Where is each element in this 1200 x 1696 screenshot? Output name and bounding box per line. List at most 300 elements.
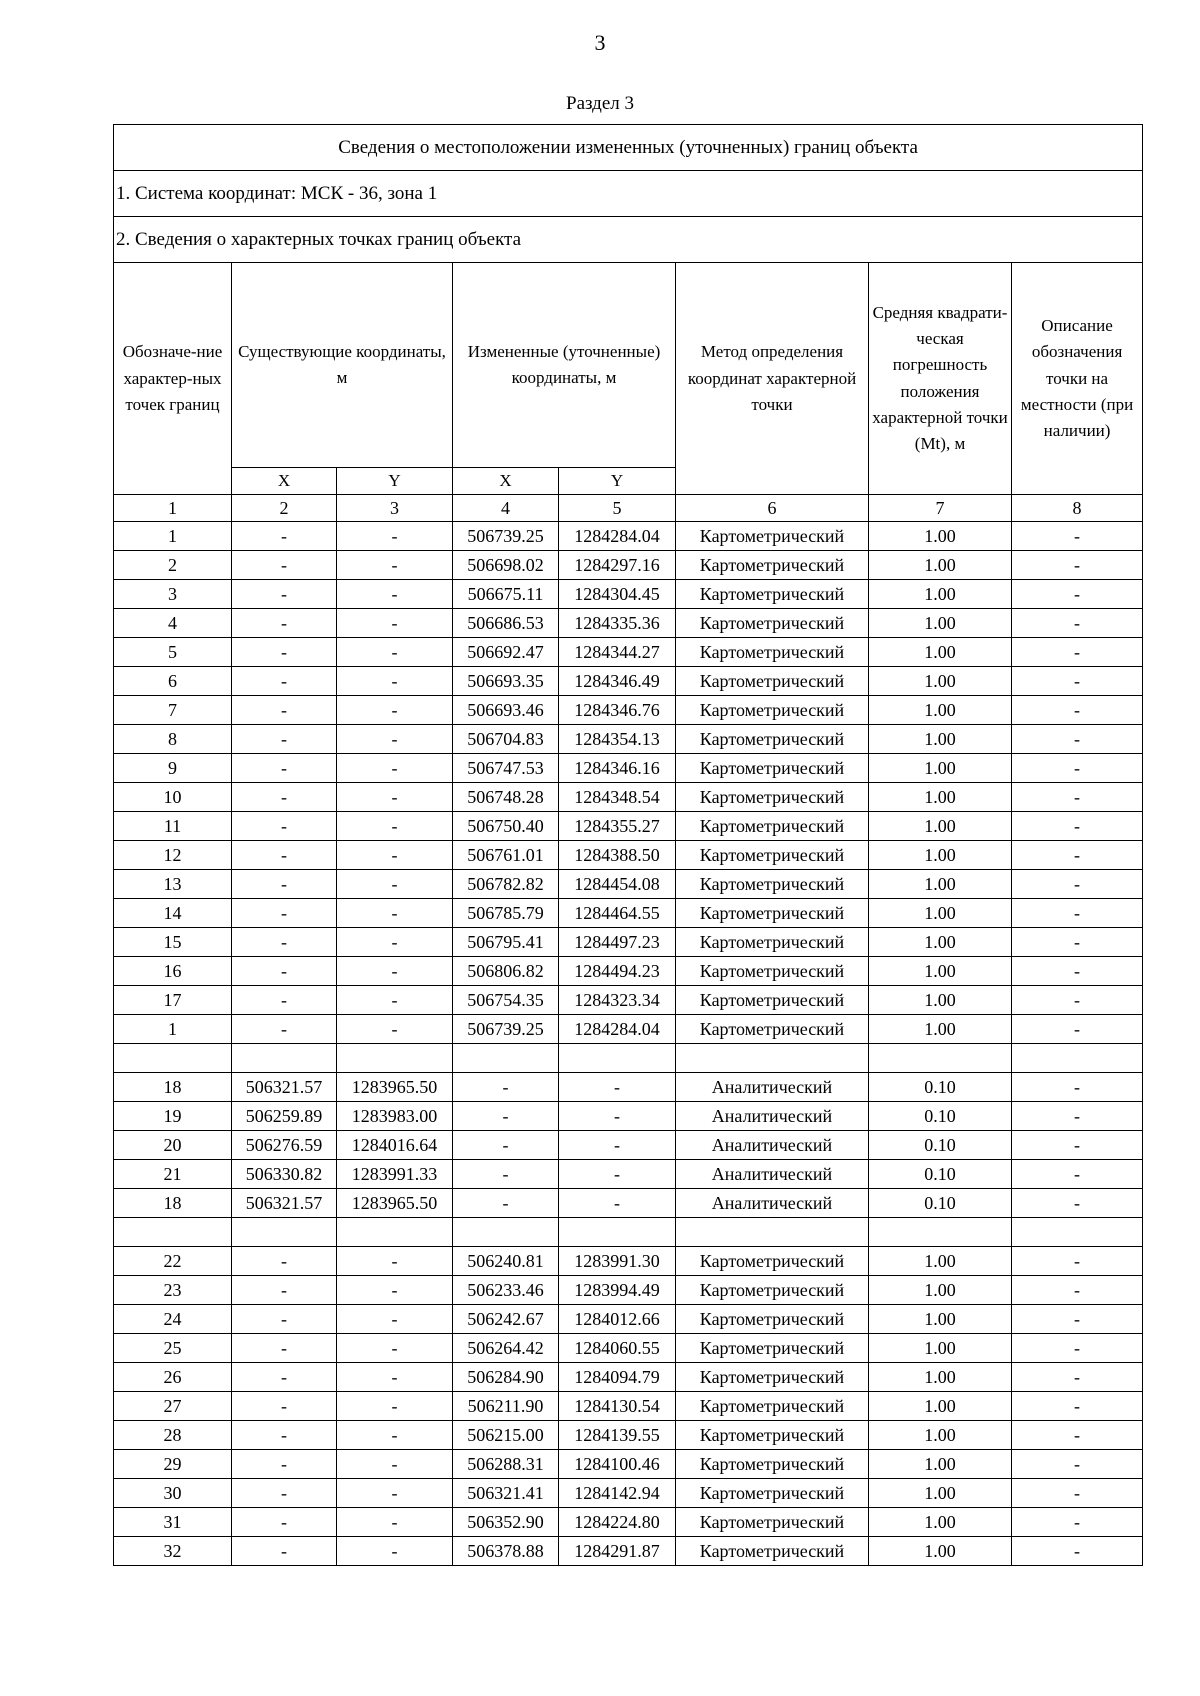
cell-changed-x: 506264.42	[453, 1334, 559, 1363]
cell-existing-y: 1283965.50	[337, 1073, 453, 1102]
cell-method: Картометрический	[676, 1537, 869, 1566]
cell-error: 1.00	[869, 638, 1012, 667]
cell-changed-x: 506284.90	[453, 1363, 559, 1392]
cell-changed-y: 1284139.55	[559, 1421, 676, 1450]
cell-point-number: 8	[114, 725, 232, 754]
header-designation: Обозначе-ние характер-ных точек границ	[114, 263, 232, 495]
cell-existing-x: -	[232, 1334, 337, 1363]
cell-description: -	[1012, 1450, 1143, 1479]
cell-existing-y: -	[337, 1276, 453, 1305]
cell-changed-y: -	[559, 1189, 676, 1218]
cell-existing-y: -	[337, 551, 453, 580]
cell-existing-y: -	[337, 1305, 453, 1334]
cell-method: Картометрический	[676, 812, 869, 841]
cell-existing-y: -	[337, 783, 453, 812]
cell-changed-y: 1284348.54	[559, 783, 676, 812]
cell-method: Картометрический	[676, 1276, 869, 1305]
header-existing-coordinates: Существующие координаты, м	[232, 263, 453, 468]
cell-changed-y: 1284335.36	[559, 609, 676, 638]
cell-method: Картометрический	[676, 580, 869, 609]
cell-error: 0.10	[869, 1160, 1012, 1189]
table-row	[114, 1160, 1143, 1189]
cell-description: -	[1012, 841, 1143, 870]
cell-existing-x: -	[232, 696, 337, 725]
table-row	[114, 783, 1143, 812]
cell-changed-x: 506739.25	[453, 522, 559, 551]
cell-existing-y: -	[337, 841, 453, 870]
cell-point-number: 30	[114, 1479, 232, 1508]
cell-changed-y: 1284284.04	[559, 1015, 676, 1044]
cell-error: 1.00	[869, 1392, 1012, 1421]
cell-changed-x: 506693.35	[453, 667, 559, 696]
cell-description: -	[1012, 1334, 1143, 1363]
cell-changed-x: 506692.47	[453, 638, 559, 667]
coordinate-system: 1. Система координат: МСК - 36, зона 1	[114, 171, 1143, 217]
cell-point-number: 18	[114, 1189, 232, 1218]
cell-method: Картометрический	[676, 870, 869, 899]
cell-changed-x: 506698.02	[453, 551, 559, 580]
cell-error: 1.00	[869, 783, 1012, 812]
cell-method: Картометрический	[676, 638, 869, 667]
cell-description: -	[1012, 1131, 1143, 1160]
cell-method: Картометрический	[676, 522, 869, 551]
cell-description: -	[1012, 1189, 1143, 1218]
cell-method: Аналитический	[676, 1131, 869, 1160]
cell-description: -	[1012, 783, 1143, 812]
cell-changed-y: 1283994.49	[559, 1276, 676, 1305]
cell-error: 1.00	[869, 870, 1012, 899]
cell-point-number: 6	[114, 667, 232, 696]
cell-existing-y: -	[337, 609, 453, 638]
cell-point-number: 14	[114, 899, 232, 928]
cell-description: -	[1012, 957, 1143, 986]
cell-method: Аналитический	[676, 1073, 869, 1102]
cell-error: 1.00	[869, 609, 1012, 638]
cell-existing-y: -	[337, 725, 453, 754]
cell-error: 1.00	[869, 667, 1012, 696]
cell-method: Картометрический	[676, 986, 869, 1015]
cell-method: Картометрический	[676, 957, 869, 986]
cell-existing-x: -	[232, 986, 337, 1015]
cell-existing-y: 1283965.50	[337, 1189, 453, 1218]
cell-existing-x: 506321.57	[232, 1189, 337, 1218]
cell-description: -	[1012, 1160, 1143, 1189]
cell-error: 1.00	[869, 551, 1012, 580]
cell-description: -	[1012, 1102, 1143, 1131]
cell-changed-x: 506782.82	[453, 870, 559, 899]
table-row	[114, 1508, 1143, 1537]
table-row	[114, 1334, 1143, 1363]
cell-method: Картометрический	[676, 609, 869, 638]
column-number: 6	[676, 495, 869, 522]
table-row	[114, 1102, 1143, 1131]
section-title: Раздел 3	[566, 93, 634, 114]
cell-method: Картометрический	[676, 696, 869, 725]
cell-method: Картометрический	[676, 551, 869, 580]
cell-error: 1.00	[869, 1508, 1012, 1537]
table-title: Сведения о местоположении измененных (уточненных) границ объекта	[114, 125, 1143, 171]
cell-existing-y: -	[337, 1537, 453, 1566]
table-row	[114, 1450, 1143, 1479]
cell-point-number: 10	[114, 783, 232, 812]
cell-existing-y: -	[337, 928, 453, 957]
header-description: Описание обозначения точки на местности (при наличии)	[1012, 263, 1143, 495]
cell-existing-x: -	[232, 870, 337, 899]
cell-description: -	[1012, 609, 1143, 638]
header-changed-y: Y	[559, 468, 676, 495]
cell-point-number: 26	[114, 1363, 232, 1392]
cell-method: Картометрический	[676, 1015, 869, 1044]
table-row	[114, 609, 1143, 638]
cell-existing-x: -	[232, 1276, 337, 1305]
cell-existing-y: -	[337, 580, 453, 609]
table-row	[114, 1479, 1143, 1508]
cell-changed-y: 1284291.87	[559, 1537, 676, 1566]
cell-existing-y: -	[337, 870, 453, 899]
table-row	[114, 551, 1143, 580]
cell-error: 1.00	[869, 928, 1012, 957]
cell-existing-x: -	[232, 899, 337, 928]
cell-description: -	[1012, 522, 1143, 551]
table-row	[114, 1247, 1143, 1276]
cell-existing-x: -	[232, 1421, 337, 1450]
cell-changed-y: 1283991.30	[559, 1247, 676, 1276]
cell-existing-y	[337, 1218, 453, 1247]
cell-existing-x: -	[232, 609, 337, 638]
cell-error: 1.00	[869, 841, 1012, 870]
header-method: Метод определения координат характерной точки	[676, 263, 869, 495]
table-row	[114, 1189, 1143, 1218]
cell-changed-y: 1284060.55	[559, 1334, 676, 1363]
column-number: 7	[869, 495, 1012, 522]
table-row	[114, 986, 1143, 1015]
cell-existing-x: -	[232, 1363, 337, 1392]
cell-existing-x: -	[232, 667, 337, 696]
cell-existing-x: -	[232, 1247, 337, 1276]
cell-changed-x: 506750.40	[453, 812, 559, 841]
cell-point-number: 5	[114, 638, 232, 667]
cell-changed-y: -	[559, 1131, 676, 1160]
cell-method: Картометрический	[676, 1334, 869, 1363]
cell-method: Картометрический	[676, 1392, 869, 1421]
table-row-separator	[114, 1044, 1143, 1073]
cell-changed-x: 506240.81	[453, 1247, 559, 1276]
cell-existing-x: -	[232, 841, 337, 870]
table-row	[114, 1131, 1143, 1160]
table-row	[114, 928, 1143, 957]
cell-description: -	[1012, 551, 1143, 580]
cell-description: -	[1012, 1247, 1143, 1276]
cell-existing-y: 1283991.33	[337, 1160, 453, 1189]
cell-changed-x: 506233.46	[453, 1276, 559, 1305]
header-changed-x: X	[453, 468, 559, 495]
cell-point-number: 28	[114, 1421, 232, 1450]
cell-point-number: 17	[114, 986, 232, 1015]
cell-point-number	[114, 1218, 232, 1247]
cell-existing-x: -	[232, 1392, 337, 1421]
cell-method: Аналитический	[676, 1102, 869, 1131]
cell-method: Картометрический	[676, 928, 869, 957]
cell-description: -	[1012, 696, 1143, 725]
cell-point-number: 25	[114, 1334, 232, 1363]
cell-method: Картометрический	[676, 1363, 869, 1392]
table-row	[114, 1392, 1143, 1421]
cell-method	[676, 1218, 869, 1247]
cell-changed-y: 1284012.66	[559, 1305, 676, 1334]
cell-method: Картометрический	[676, 1479, 869, 1508]
cell-changed-x: -	[453, 1073, 559, 1102]
cell-changed-x: 506686.53	[453, 609, 559, 638]
cell-existing-x: 506276.59	[232, 1131, 337, 1160]
table-row	[114, 1073, 1143, 1102]
cell-point-number	[114, 1044, 232, 1073]
column-number: 2	[232, 495, 337, 522]
cell-changed-x: 506378.88	[453, 1537, 559, 1566]
cell-existing-y: -	[337, 899, 453, 928]
cell-existing-x: -	[232, 551, 337, 580]
cell-changed-y: 1284354.13	[559, 725, 676, 754]
cell-changed-x: 506754.35	[453, 986, 559, 1015]
cell-changed-x	[453, 1044, 559, 1073]
cell-error: 1.00	[869, 725, 1012, 754]
cell-changed-x: 506352.90	[453, 1508, 559, 1537]
column-number: 1	[114, 495, 232, 522]
cell-method	[676, 1044, 869, 1073]
points-section-title: 2. Сведения о характерных точках границ объекта	[114, 217, 1143, 263]
cell-error: 1.00	[869, 812, 1012, 841]
cell-existing-x: -	[232, 638, 337, 667]
cell-existing-x: -	[232, 1015, 337, 1044]
cell-existing-x	[232, 1044, 337, 1073]
cell-changed-x: -	[453, 1102, 559, 1131]
cell-description: -	[1012, 1421, 1143, 1450]
column-number: 8	[1012, 495, 1143, 522]
cell-error: 0.10	[869, 1131, 1012, 1160]
cell-point-number: 1	[114, 522, 232, 551]
cell-existing-x: -	[232, 1450, 337, 1479]
cell-existing-x: -	[232, 522, 337, 551]
cell-existing-x: -	[232, 1479, 337, 1508]
cell-point-number: 24	[114, 1305, 232, 1334]
header-existing-x: X	[232, 468, 337, 495]
cell-method: Картометрический	[676, 1421, 869, 1450]
cell-description: -	[1012, 725, 1143, 754]
cell-changed-y: 1284284.04	[559, 522, 676, 551]
table-row	[114, 1305, 1143, 1334]
table-row	[114, 1363, 1143, 1392]
cell-error: 0.10	[869, 1073, 1012, 1102]
cell-error: 1.00	[869, 1537, 1012, 1566]
cell-existing-x: -	[232, 1508, 337, 1537]
cell-existing-x: -	[232, 783, 337, 812]
table-row	[114, 754, 1143, 783]
cell-point-number: 22	[114, 1247, 232, 1276]
cell-point-number: 29	[114, 1450, 232, 1479]
cell-existing-y: -	[337, 522, 453, 551]
cell-method: Картометрический	[676, 1450, 869, 1479]
cell-changed-x: 506748.28	[453, 783, 559, 812]
cell-existing-y: 1283983.00	[337, 1102, 453, 1131]
cell-method: Картометрический	[676, 841, 869, 870]
cell-description: -	[1012, 1363, 1143, 1392]
cell-point-number: 15	[114, 928, 232, 957]
cell-changed-y: 1284388.50	[559, 841, 676, 870]
cell-error: 1.00	[869, 1421, 1012, 1450]
page-number: 3	[594, 30, 606, 55]
cell-existing-x: -	[232, 1305, 337, 1334]
cell-existing-y: -	[337, 957, 453, 986]
cell-point-number: 13	[114, 870, 232, 899]
cell-description: -	[1012, 1479, 1143, 1508]
cell-method: Картометрический	[676, 725, 869, 754]
cell-existing-y: -	[337, 1508, 453, 1537]
column-number: 5	[559, 495, 676, 522]
cell-method: Картометрический	[676, 1305, 869, 1334]
table-row	[114, 899, 1143, 928]
header-changed-coordinates: Измененные (уточненные) координаты, м	[453, 263, 676, 468]
cell-changed-x: -	[453, 1131, 559, 1160]
cell-description: -	[1012, 1537, 1143, 1566]
cell-error	[869, 1044, 1012, 1073]
cell-point-number: 16	[114, 957, 232, 986]
cell-point-number: 1	[114, 1015, 232, 1044]
cell-existing-y: -	[337, 1247, 453, 1276]
cell-description	[1012, 1218, 1143, 1247]
cell-point-number: 27	[114, 1392, 232, 1421]
cell-existing-x: 506259.89	[232, 1102, 337, 1131]
cell-existing-y: -	[337, 1421, 453, 1450]
cell-description: -	[1012, 899, 1143, 928]
cell-point-number: 31	[114, 1508, 232, 1537]
cell-existing-x	[232, 1218, 337, 1247]
cell-existing-x: -	[232, 1537, 337, 1566]
cell-method: Картометрический	[676, 1508, 869, 1537]
cell-error: 0.10	[869, 1102, 1012, 1131]
cell-method: Аналитический	[676, 1160, 869, 1189]
cell-existing-y: -	[337, 696, 453, 725]
cell-existing-y	[337, 1044, 453, 1073]
cell-method: Картометрический	[676, 754, 869, 783]
cell-changed-y: 1284344.27	[559, 638, 676, 667]
cell-changed-y	[559, 1218, 676, 1247]
table-row	[114, 725, 1143, 754]
table-row	[114, 696, 1143, 725]
cell-changed-y: 1284497.23	[559, 928, 676, 957]
cell-point-number: 23	[114, 1276, 232, 1305]
cell-description: -	[1012, 812, 1143, 841]
table-row	[114, 1015, 1143, 1044]
cell-changed-x: 506288.31	[453, 1450, 559, 1479]
cell-changed-y: 1284346.76	[559, 696, 676, 725]
cell-changed-y: 1284297.16	[559, 551, 676, 580]
cell-existing-y: -	[337, 1392, 453, 1421]
cell-changed-x: 506761.01	[453, 841, 559, 870]
table-row-separator	[114, 1218, 1143, 1247]
cell-changed-y: 1284346.49	[559, 667, 676, 696]
cell-existing-x: 506321.57	[232, 1073, 337, 1102]
cell-changed-x: 506747.53	[453, 754, 559, 783]
cell-changed-x: 506693.46	[453, 696, 559, 725]
table-row	[114, 667, 1143, 696]
cell-existing-y: -	[337, 667, 453, 696]
cell-error: 1.00	[869, 899, 1012, 928]
table-row	[114, 841, 1143, 870]
cell-description: -	[1012, 1392, 1143, 1421]
cell-method: Картометрический	[676, 899, 869, 928]
cell-existing-y: -	[337, 1479, 453, 1508]
cell-changed-x	[453, 1218, 559, 1247]
cell-description: -	[1012, 928, 1143, 957]
cell-changed-y: -	[559, 1160, 676, 1189]
cell-changed-x: 506806.82	[453, 957, 559, 986]
table-row	[114, 1537, 1143, 1566]
boundary-points-table	[113, 124, 1143, 1566]
cell-changed-x: 506785.79	[453, 899, 559, 928]
cell-changed-x: 506242.67	[453, 1305, 559, 1334]
table-row	[114, 1421, 1143, 1450]
cell-error: 1.00	[869, 986, 1012, 1015]
table-row	[114, 812, 1143, 841]
cell-existing-x: -	[232, 754, 337, 783]
cell-changed-x: 506739.25	[453, 1015, 559, 1044]
cell-method: Картометрический	[676, 1247, 869, 1276]
cell-error: 1.00	[869, 1015, 1012, 1044]
cell-changed-y: 1284355.27	[559, 812, 676, 841]
cell-error: 0.10	[869, 1189, 1012, 1218]
cell-description	[1012, 1044, 1143, 1073]
cell-description: -	[1012, 1276, 1143, 1305]
cell-description: -	[1012, 754, 1143, 783]
column-number: 3	[337, 495, 453, 522]
cell-point-number: 3	[114, 580, 232, 609]
cell-existing-x: -	[232, 957, 337, 986]
cell-point-number: 11	[114, 812, 232, 841]
cell-error: 1.00	[869, 1334, 1012, 1363]
cell-changed-x: 506675.11	[453, 580, 559, 609]
cell-changed-x: 506211.90	[453, 1392, 559, 1421]
cell-changed-y: 1284142.94	[559, 1479, 676, 1508]
cell-description: -	[1012, 1508, 1143, 1537]
cell-existing-y: -	[337, 754, 453, 783]
cell-error: 1.00	[869, 957, 1012, 986]
cell-error	[869, 1218, 1012, 1247]
cell-error: 1.00	[869, 1276, 1012, 1305]
cell-changed-x: 506321.41	[453, 1479, 559, 1508]
header-error: Средняя квадрати-ческая погрешность положения характерной точки (Mt), м	[869, 263, 1012, 495]
cell-changed-y: 1284224.80	[559, 1508, 676, 1537]
cell-method: Картометрический	[676, 667, 869, 696]
table-row	[114, 522, 1143, 551]
cell-error: 1.00	[869, 1363, 1012, 1392]
cell-error: 1.00	[869, 580, 1012, 609]
cell-existing-y: -	[337, 1363, 453, 1392]
cell-description: -	[1012, 638, 1143, 667]
cell-changed-x: 506215.00	[453, 1421, 559, 1450]
cell-method: Аналитический	[676, 1189, 869, 1218]
cell-existing-y: 1284016.64	[337, 1131, 453, 1160]
cell-point-number: 19	[114, 1102, 232, 1131]
cell-changed-y: 1284094.79	[559, 1363, 676, 1392]
cell-point-number: 9	[114, 754, 232, 783]
cell-method: Картометрический	[676, 783, 869, 812]
cell-changed-x: -	[453, 1189, 559, 1218]
cell-changed-y	[559, 1044, 676, 1073]
cell-changed-y: -	[559, 1102, 676, 1131]
table-row	[114, 638, 1143, 667]
cell-existing-x: -	[232, 928, 337, 957]
cell-existing-y: -	[337, 1450, 453, 1479]
cell-changed-y: 1284346.16	[559, 754, 676, 783]
